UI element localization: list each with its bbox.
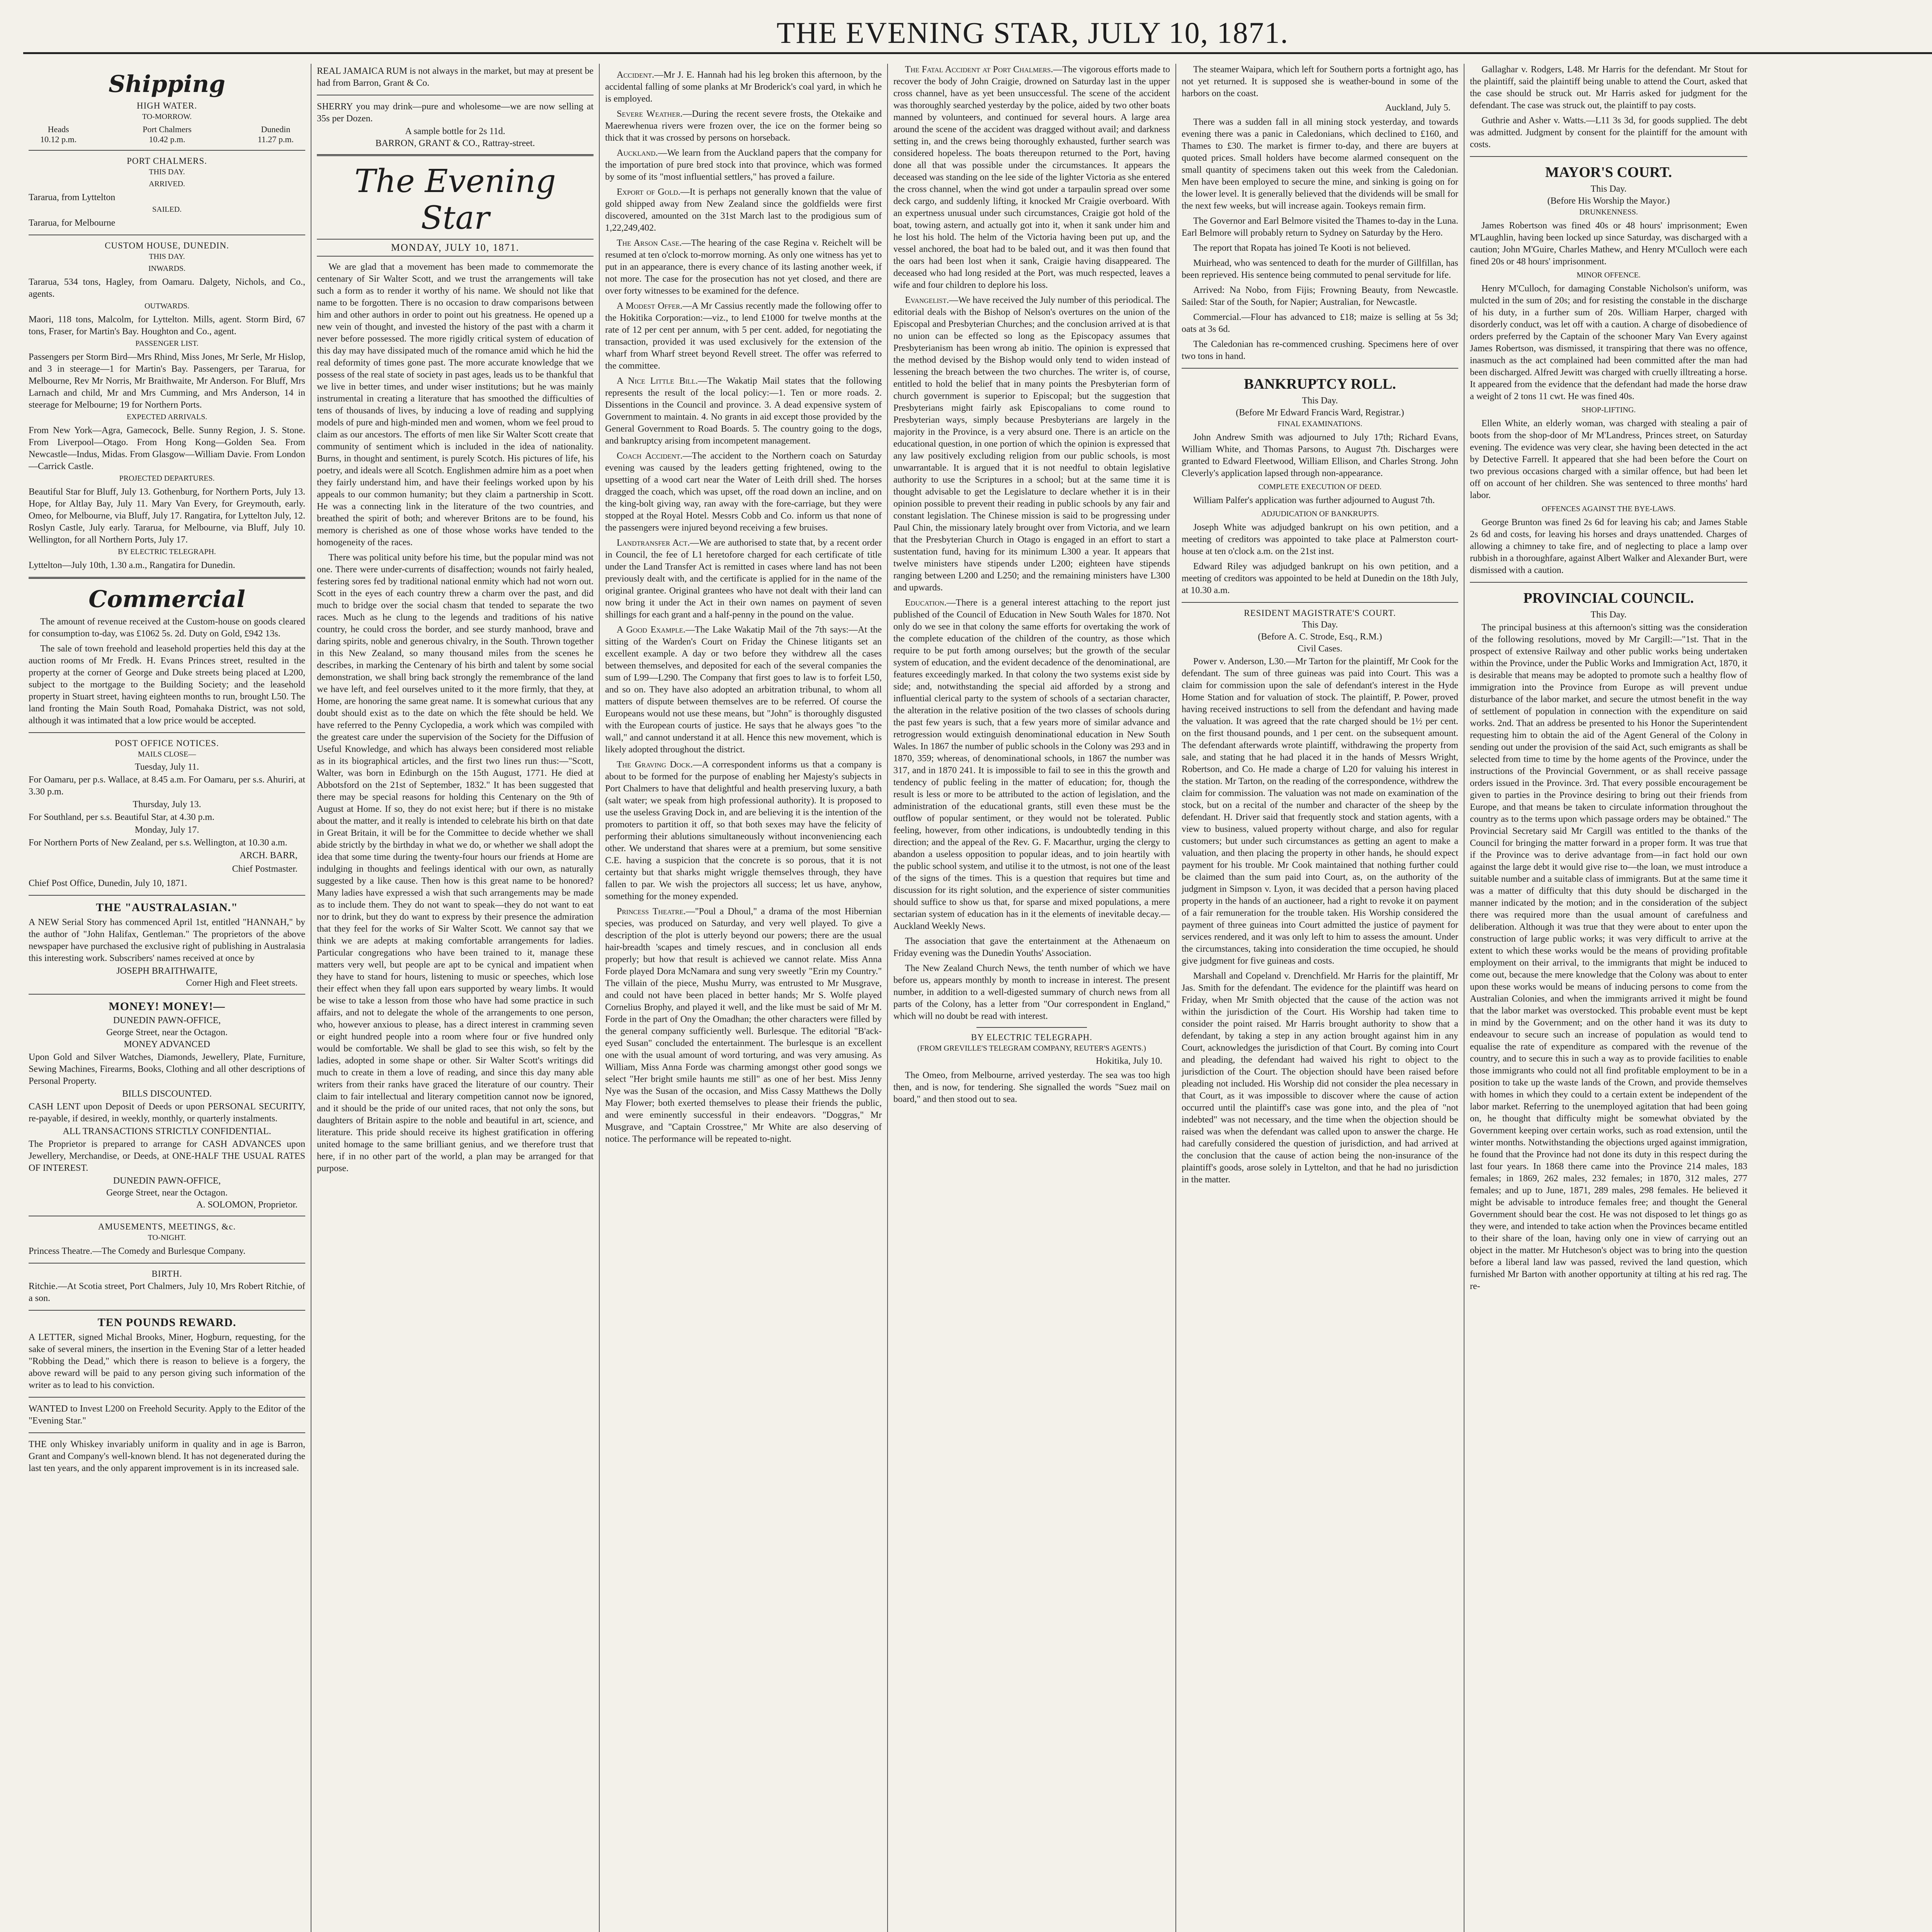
postmaster-title: Chief Postmaster. (232, 864, 298, 874)
rum-ad: REAL JAMAICA RUM is not always in the market, but may at present be had from Barron, Grant & Co. (317, 66, 594, 88)
bylaws-heading: OFFENCES AGAINST THE BYE-LAWS. (1541, 505, 1676, 513)
divider (29, 1263, 305, 1264)
mayors-court-this-day: This Day. (1590, 184, 1627, 194)
sherry-sample: A sample bottle for 2s 11d. (405, 126, 505, 136)
news-item-text: —We learn from the Auckland papers that the company for the importation of pure bred stock into that province, which was formed by some of its "most influential settlers," has proved a failure. (605, 148, 882, 182)
mail-text: For Northern Ports of New Zealand, per s.s. Wellington, at 10.30 a.m. (29, 838, 287, 848)
rm-court-before: (Before A. C. Strode, Esq., R.M.) (1258, 632, 1382, 642)
news-item-text: —It is perhaps not generally known that the value of gold shipped away from New Zealand since the goldfields were first discovered, amounted on the 31st March last to the prodigious sum of 1,22,249,402. (605, 187, 882, 233)
news-item-title: Princess Theatre. (617, 906, 686, 917)
news-item-text: —Mr J. E. Hannah had his leg broken this afternoon, by the accidental falling of some planks at Mr Broderick's coal yard, in which he is employed. (605, 70, 882, 104)
pawn-office-name-2: DUNEDIN PAWN-OFFICE, (113, 1176, 221, 1186)
news-item-text: —We have received the July number of this periodical. The editorial deals with the Bishop of Nelson's overtures on the union of the Episcopal and Presbyterian Churches; and the conclusion arrived at is that no union can be effected so long as the Episcopacy assumes that Presbyterianism has been wrong ab initio. The opinion is expressed that the method devised by the Bishop would only tend to widen instead of lessening the breach between the two churches. The writer is, of course, entitled to hold the belief that in many points the Presbyterian form of church government is superior to Episcopal; but the suggestion that Presbyterians might fairly ask Episcopalians to come round to Presbyterian ways, simply because Presbyterians are largely in the majority in the Province, is a very absurd one. There is an article on the educational question, in one portion of which the opinion is expressed that any law positively excluding religion from our public schools, is most unwarrantable. It is argued that it is not needful to obtain legislative authority to use the Scriptures in a school; but at the same time it is thought advisable to get the Legislature to declare whether it is in their opinion possible to prevent their reading in public schools by any fair and constant legislation. The Chinese mission is said to be progressing under Paul Chin, the missionary lately brought over from Victoria, and we learn that the Presbyterian Church in Otago is engaged in an effort to start a sustentation fund, having for its minimum L300 a year. It appears that twelve ministers have stipends under L200; eighteen have stipends ranging between L200 and L250; and the remaining ministers have L300 and upwards. (893, 295, 1170, 593)
money-heading: MONEY! MONEY!— (109, 1000, 225, 1013)
news-item-text: —During the recent severe frosts, the Otekaike and Maerewhenua rivers were frozen over, the ice on the former being so thick that it was crossed by persons on horseback. (605, 109, 882, 143)
mayors-court-before: (Before His Worship the Mayor.) (1547, 196, 1670, 206)
news-item-title: A Modest Offer. (617, 301, 683, 311)
money-text: Upon Gold and Silver Watches, Diamonds, Jewellery, Plate, Furniture, Sewing Machines, Firearms, Books, Clothing and all other descriptions of Personal Property. (29, 1052, 305, 1086)
news-item-text: —A correspondent informs us that a company is about to be formed for the purpose of enabling her Majesty's subjects in Port Chalmers to have that delightful and health preserving luxury, a bath (salt water; we speak from high professional authority). It is proposed to use the useless Graving Dock in, and are believing it is the intention of the promoters to partition it off, so that both sexes may have the felicity of performing their ablutions simultaneously without inconveniencing each other. We understand that shares were at a premium, but some sensitive C.E. having a suspicion that the concrete is so porous, that it is not certainty but that sharks might wriggle themselves through, they have fallen to par. We wish the projectors all success; let us have, anyhow, something for the money expended. (605, 760, 882, 901)
news-item-title: A Nice Little Bill. (617, 376, 698, 386)
news-item (605, 759, 882, 903)
divider (976, 1027, 1087, 1028)
editorial-paragraph: We are glad that a movement has been made to commemorate the centenary of Sir Walter Scott, and we trust the arrangements will take such a form as to render it worthy of his name. We should not like that name to be forgotten. There is no occasion to draw comparisons between him and other authors in order to point out his greatness. He opened up a new vein of thought, and invested the history of the past with a charm it never before possessed. The more rigidly critical system of education of this day may have dissipated much of the romance amid which he hid the real deformity of times gone past. The more accurate knowledge that we possess of the real state of society in past ages, leads us to be thankful that we live in better times, and under wiser institutions; but he was mainly instrumental in creating a literature that has smoothed the difficulties of tens of thousands of lives, by inducing a love of reading and supplying models of pure and high-minded men and women, whom we feel proud to claim as our ancestors. The efforts of men like Sir Walter Scott create that community of sentiment which is included in the idea of nationality. Burns, in thought and sentiment, is purely Scotch. His pictures of life, his poetry, and ideals were all Scotch. Englishmen admire him as a poet when they fairly understand him, and have their feelings worked upon by his appeals to our common humanity; but they claim a partnership in Scott. He was a connecting link in the literature of the two countries, and breathed the spirit of both; and wherever Britons are to be found, his memory is cherished as one of those whose works have tended to the homogeneity of the races. (317, 262, 594, 548)
provincial-council-heading: PROVINCIAL COUNCIL. (1523, 590, 1694, 606)
australasian-agent: JOSEPH BRAITHWAITE, (116, 966, 218, 976)
news-item (605, 624, 882, 756)
telegraph-news-credit: (FROM GREVILLE'S TELEGRAM COMPANY, REUTER'S AGENTS.) (917, 1044, 1146, 1053)
telegraph-paragraph: The steamer Waipara, which left for Southern ports a fortnight ago, has not yet returned. It is supposed she is weather-bound in some of the harbors on the coast. (1182, 65, 1458, 99)
provincial-this-day: This Day. (1590, 610, 1627, 620)
sailed-text: Tararua, for Melbourne (29, 218, 116, 228)
news-item-text: —The vigorous efforts made to recover the body of John Craigie, drowned on Saturday last in the upper cross channel, have as yet been unsuccessful. The scene of the accident was thoroughly searched yesterday by the police, aided by two other boats manned by volunteers, and continued for several hours. A large area around the scene of the accident was dragged without avail; and darkness setting in, and the crews being thoroughly exhausted, further search was considered hopeless. The boats thereupon returned to the Port, having done all that was possible under the circumstances. It appears the deceased was standing on the lee side of the lighter Victoria as she entered the cross channel, when the wind got under a tarpaulin spread over some deck cargo, and suddenly lifting, it knocked Mr Craigie overboard. With an expertness unusual under such circumstances, Craigie got hold of the boat, towing astern, and actually got into it, when it sank under him and he lost his hold. The helm of the Victoria having been put up, and the vessel anchored, the boat had to be baled out, and it was then found that the oars had been lost when it sank, Craigie having disappeared. The deceased who had long resided at the Port, was much respected, leaves a wife and four children to deplore his loss. (893, 65, 1170, 290)
outwards-heading: OUTWARDS. (144, 302, 190, 310)
news-item-title: Export of Gold. (617, 187, 680, 197)
sherry-firm: BARRON, GRANT & CO., Rattray-street. (375, 138, 535, 148)
column-5 (1176, 64, 1464, 1932)
news-item-title: Auckland. (617, 148, 658, 158)
birth-heading: BIRTH. (151, 1269, 182, 1279)
mail-text: For Oamaru, per p.s. Wallace, at 8.45 a.m. For Oamaru, per s.s. Ahuriri, at 3.30 p.m. (29, 775, 305, 797)
divider (1470, 156, 1747, 157)
telegraph-paragraph: Muirhead, who was sentenced to death for the murder of Gillfillan, has been reprieved. His sentence being commuted to penal servitude for life. (1182, 258, 1458, 280)
news-item-text: —"Poul a Dhoul," a drama of the most Hibernian species, was produced on Saturday, and very well played. To give a description of the plot is utterly beyond our powers; there are the usual hair-breadth 'scapes and timely rescues, and in conclusion all ends properly; but how that result is achieved we cannot relate. Miss Anna Forde played Dora McNamara and sung very sweetly "Erin my Country." The villain of the piece, Mushu Murry, was entrusted to Mr Musgrave, and could not have been placed in better hands; Mr S. Wolfe played Cornelius Brophy, and played it well, and the like must be said of Mr M. Forde in the part of Ony the Omadhan; the other characters were filled by the general company sufficiently well. Burlesque. The editorial "B'ack-eyed Susan" concluded the entertainment. The burlesque is an excellent one with the usual amount of word torturing, and was very amusing. As William, Miss Anna Forde was charming amongst other good songs we select "Her bright smile haunts me still" as one of her best. Miss Jenny Nye was the Susan of the occasion, and Miss Cassy Matthews the Dolly May Flower; both exerted themselves to please their friends the public, and were eminently successful in their endeavors. "Doggras," Mr Musgrave, and "Captain Crosstree," Mr White are also deserving of notice. The performance will be repeated to-night. (605, 906, 882, 1144)
passenger-heading: PASSENGER LIST. (135, 339, 199, 348)
news-item (893, 935, 1170, 959)
reward-text: A LETTER, signed Michal Brooks, Miner, Hogburn, requesting, for the sake of several miners, the insertion in the Evening Star of a letter headed "Robbing the Dead," which there is reason to believe is a forgery, the above reward will be paid to any person giving such information of the writer as to lead to his conviction. (29, 1332, 305, 1390)
money-proprietor: A. SOLOMON, Proprietor. (196, 1200, 298, 1210)
news-item-title: The Fatal Accident at Port Chalmers. (905, 65, 1053, 75)
provincial-report: The principal business at this afternoon's sitting was the consideration of the following resolutions, moved by Mr Cargill:—"1st. That in the prospect of extensive Railway and other public works being undertaken within the Province, under the Public Works and Immigration Act, 1870, it is desirable that means may be adopted to promote such a healthy flow of immigration into the Province from Europe as will prevent undue disturbance of the labor market, and secure the utmost benefit in the way of settlement of population in connection with the expenditure on said works. 2nd. That an address be presented to his Honor the Superintendent requesting him to obtain the aid of the Agent General of the Colony in sending out under the provision of the said Act, such emigrants as shall be selected from time to time by the home agents of the Province, under the instructions of the Provincial Government, or as shall receive passage orders issued in the Province. 3rd. That every possible encouragement be given to parties in the Province desiring to bring out their friends from Europe, and that means be taken to circulate information throughout the country as to the terms upon which passage orders may be obtained." The Provincial Secretary said Mr Cargill was entitled to the thanks of the Council for bringing the matter forward in a proper form. It was true that if the Province was to derive advantage from—in fact hold our own against the large debt it would give rise to—the loan, we must introduce a suitable number and a suitable class of immigrants. But at the same time it was a matter of difficulty that this duty should be discharged in the manner indicated by the motion; and in the consideration of the subject there was required more than the usual amount of carefulness and deliberation. Although it was true that they were about to enter upon the construction of large public works; it was very difficult to arrive at the extent to which these works would be the means of providing profitable employment on their arrival, to the immigrants that might be induced to come out, because the mere knowledge that the Colony was about to enter upon these works would be means of inducing persons to come from the Australian Colonies, and when the immigrants arrived it might be found that the labor market was overstocked. This probable event must be kept in mind by the Government; and on the other hand it was its duty to endeavour to secure such an increase of population as would tend to equalise the rate of expenditure as compared with the revenue of the country, and to secure this in such a way as to provide facilities to enable those immigrants who could not all find profitable employment to be in a position to take up the waste lands of the Crown, and provide themselves with homes in which they could to a certain extent be independent of the labor market. Referring to the unemployed agitation that had been going on, he thought that difficulty might be somewhat obviated by the Government keeping over certain works, such as road extension, until the winter months. Notwithstanding the objections urged against immigration, he found that the Province had not done its duty in this respect during the last four years. In 1868 there came into the Province 214 males, 183 females; in 1869, 262 males, 232 females; in 1870, 312 males, 277 females; and up to June, 1871, 289 males, 298 females. He believed it might be advisable to introduce females free; and thought the General Government should bear the cost. He was not disposed to let things go as they were, and intended to take action when the Provinces became entitled to their share of the loan, having only one in view of carrying out an object in the matter. Mr Hutcheson's object was to bring into the question before a liberal land law was passed, revived the land question, which furnished Mr Barton with another opportunity at tilting at his red rag. The re- (1470, 622, 1747, 1291)
adjudication-text: Joseph White was adjudged bankrupt on his own petition, and a meeting of creditors was appointed to take place at Palmerston court-house at ten o'clock a.m. on the 21st inst. (1182, 522, 1458, 556)
commercial-heading: Commercial (88, 586, 245, 613)
projected-text: Beautiful Star for Bluff, July 13. Gothenburg, for Northern Ports, July 13. Hope, for Altlay Bay, July 11. Mary Van Every, for Greymouth, early. Omeo, for Melbourne, via Bluff, July 17. Rangatira, for Lyttelton July, 12. Roslyn Castle, July early. Tararua, for Melbourne, via Bluff, July 10. Wellington, for all Northern Ports, July 17. (29, 487, 305, 545)
reward-heading: TEN POUNDS REWARD. (97, 1316, 236, 1329)
paper-nameplate: The Evening Star (354, 163, 556, 236)
news-item (605, 108, 882, 144)
telegraph-paragraph: The report that Ropata has joined Te Kooti is not believed. (1193, 243, 1411, 253)
column-6 (1464, 64, 1753, 1932)
execution-text: William Palfer's application was further adjourned to August 7th. (1193, 495, 1435, 505)
expected-heading: EXPECTED ARRIVALS. (126, 413, 207, 421)
news-item-title: Accident. (617, 70, 654, 80)
news-item-title: Severe Weather. (617, 109, 683, 119)
pawn-office-name: DUNEDIN PAWN-OFFICE, (113, 1015, 221, 1026)
minor-offence-heading: MINOR OFFENCE. (1577, 271, 1641, 279)
final-exam-heading: FINAL EXAMINATIONS. (1277, 420, 1362, 428)
telegraph-paragraph: The Omeo, from Melbourne, arrived yesterday. The sea was too high then, and is now, for tendering. She signalled the words "Suez mail on board," and then stood out to sea. (893, 1070, 1170, 1104)
customs-heading: CUSTOM HOUSE, DUNEDIN. (105, 241, 229, 250)
news-item (605, 450, 882, 534)
drunkenness-text: James Robertson was fined 40s or 48 hours' imprisonment; Ewen M'Laughlin, having been locked up since Saturday, was discharged with a caution; John M'Guire, Charles Mathew, and Henry M'Culloch were each fined 20s or 48 hours' imprisonment. (1470, 221, 1747, 267)
divider (1182, 602, 1458, 603)
inwards-text: Tararua, 534 tons, Hagley, from Oamaru. Dalgety, Nichols, and Co., agents. (29, 277, 305, 299)
shop-lifting-heading: SHOP-LIFTING. (1581, 406, 1636, 414)
rm-court-this-day: This Day. (1302, 620, 1338, 630)
money-advanced: MONEY ADVANCED (124, 1039, 210, 1049)
inwards-heading: INWARDS. (148, 264, 186, 273)
news-item-text: —The accident to the Northern coach on Saturday evening was caused by the leaders getting frightened, owing to the upsetting of a wood cart near the Water of Leith drill shed. The horses dragged the coach, which was upset, off the road down an incline, and on the king-bolt giving way, ran away with the fore-carriage, but they were stopped at the Royal Hotel. Messrs Cobb and Co. inform us that none of the passengers were injured beyond receiving a few bruises. (605, 451, 882, 533)
column-4 (888, 64, 1176, 1932)
news-item (605, 375, 882, 447)
drunkenness-heading: DRUNKENNESS. (1579, 208, 1638, 216)
telegraph-paragraph: The Governor and Earl Belmore visited the Thames to-day in the Luna. Earl Belmore will probably return to Sydney on Saturday by the Hero. (1182, 216, 1459, 238)
column-1 (23, 64, 311, 1932)
masthead: THE EVENING STAR, JULY 10, 1871. (23, 15, 1932, 54)
birth-text: Ritchie.—At Scotia street, Port Chalmers, July 10, Mrs Robert Ritchie, of a son. (29, 1281, 305, 1303)
high-water-heading: HIGH WATER. (136, 101, 197, 111)
news-item-text: —A Mr Cassius recently made the following offer to the Hokitika Corporation:—viz., to lend £1000 for twelve months at the rate of 12 per cent per annum, with 5 per cent. added, for negotiating the transaction, provided it was used exclusively for the extension of the wharf from Wharf street beyond Revell street. The offer was referred to the committee. (605, 301, 882, 371)
outwards-text: Maori, 118 tons, Malcolm, for Lyttelton. Mills, agent. Storm Bird, 67 tons, Fraser, for Martin's Bay. Houghton and Co., agent. (29, 315, 305, 337)
adjudication-heading: ADJUDICATION OF BANKRUPTS. (1261, 510, 1379, 518)
shipping-heading: Shipping (108, 71, 226, 98)
money-text-3: The Proprietor is prepared to arrange for CASH ADVANCES upon Jewellery, Merchandise, or Deeds, at ONE-HALF THE USUAL RATES OF INTEREST. (29, 1139, 305, 1173)
news-item-title: The Graving Dock. (617, 760, 693, 770)
column-3 (600, 64, 888, 1932)
editorial-paragraph: There was political unity before his time, but the popular mind was not one. There were under-currents of disaffection; wounds not fairly healed, festering sores fed by traditional national enmity which had not worn out. Scott in the eyes of each country threw a charm over the past, and did much to bridge over the social chasm that tended to separate the two races. Much as he clung to the legends and traditions of his native country, he could cross the border, and see sturdy manhood, brave and daring spirits, noble and generous chivalry, in the South. Thrown together in this New Zealand, so many thousand miles from the scenes he describes, in marking the Centenary of his birth and talent by some social demonstration, we shall bring back strongly the remembrance of the land we have left, and feel ourselves united to it the more firmly, that they, at Home, are honoring the same great name. It is somewhat curious that any doubt should exist as to the date on which the fête should be held. We have referred to the Penny Cyclopedia, a work which was compiled with the greatest care under the supervision of the Society for the Diffusion of Useful Knowledge, and which has always been considered most reliable as in its biographical articles, and the first two lines run thus:—"Scott, Walter, was born in Edinburgh on the 15th August, 1771. He died at Abbotsford on the 21st of September, 1832." It has been suggested that there may be special reasons for holding this Centenary on the 9th of August at Home. If so, they do not exist here; but if there is no mistake about the matter, and it really is intended to celebrate his birth on that date in Great Britain, it will be for the Committee to decide whether we shall abide strictly by the birthday in what we do, or whether we shall adopt the idea that some time during the twenty-four hours our friends at Home are indulging in thoughts and feelings identical with our own, as naturally suggested by a like cause. Then how is this great name to be honored? Many ladies have expressed a wish that such arrangements may be made as to include them. They do not want to speak—they do not want to eat nor to drink, but they do want to express by their presence the admiration that they feel for the works of Sir Walter Scott. We cannot say that we think we are adepts at making comfortable arrangements for ladies. Particular congregations who have been trained to it, manage these matters very well, but people are apt to be cynical and impatient when they have to stand for hours, listening to music or speeches, which lose their effect when they fall upon ears supported by weary limbs. It would be wise to take a lesson from those who have had some practice in such affairs, and not to delegate the whole of the arrangements to one person, who, however anxious to please, has a direct interest in cramming seven or eight hundred people into a room where four or five hundred only would be comfortable. We shall be glad to see this wish, so felt by the ladies, adopted in some shape or other. Sir Walter Scott's writings did much to create in them a love of reading, and since this day many able writers from their ranks have graced the literature of our country. Their claim to fair intellectual and literary competition cannot now be ignored, and it should be the pride of our united races, that not only the sons, but daughters of Britain aspire to the noble and beautiful in art, science, and literature. This pride should receive its highest gratification in offering united homage to the same brilliant genius, and we therefore trust that here, if in no other part of the world, a plan may be arranged for that purpose. (317, 553, 594, 1173)
post-office-footer: Chief Post Office, Dunedin, July 10, 1871. (29, 878, 187, 888)
rm-court-heading: RESIDENT MAGISTRATE'S COURT. (1244, 608, 1396, 618)
divider (29, 1397, 305, 1398)
news-item (605, 237, 882, 297)
news-item (893, 64, 1170, 291)
divider (29, 1432, 305, 1433)
mail-day: Monday, July 17. (134, 825, 199, 835)
divider (29, 1310, 305, 1311)
mayors-court-heading: MAYOR'S COURT. (1545, 164, 1672, 180)
news-item-text: The association that gave the entertainment at the Athenaeum on Friday evening was the Dunedin Youths' Association. (893, 936, 1170, 958)
bankruptcy-heading: BANKRUPTCY ROLL. (1244, 376, 1396, 392)
amusements-tonight: TO-NIGHT. (148, 1233, 186, 1242)
telegraph-paragraph: Commercial.—Flour has advanced to £18; maize is selling at 5s 3d; oats at 3s 6d. (1182, 312, 1458, 334)
news-item-title: A Good Example. (617, 625, 686, 635)
arrived-heading: ARRIVED. (149, 180, 185, 188)
news-item (605, 537, 882, 621)
minor-offence-text: Henry M'Culloch, for damaging Constable Nicholson's uniform, was mulcted in the sum of 20s; and for resisting the constable in the discharge of his duty, in a further sum of 20s. William Harper, charged with disorderly conduct, was let off with a caution. A charge of disobedience of orders preferred by the Captain of the schooner Mary Van Every against James Robertson, was dismissed, it transpiring that there was no offence, inasmuch as the act complained had been committed after the man had been discharged. Alfred Jewitt was charged with cruelly illtreating a horse. It appeared from the evidence that the defendant had made the horse draw a weight of 2 tons 11 cwt. He was fined 40s. (1470, 284, 1747, 401)
divider (317, 154, 594, 156)
australasian-text: A NEW Serial Story has commenced April 1st, entitled "HANNAH," by the author of "John Halifax, Gentleman." The proprietors of the above newspaper have purchased the exclusive right of publishing in Australasia this interesting work. Subscribers' names received at once by (29, 917, 305, 963)
commercial-text-1: The amount of revenue received at the Custom-house on goods cleared for consumption to-day, was £1062 5s. 2d. Duty on Gold, £942 13s. (29, 617, 305, 639)
news-item-text: —The Wakatip Mail states that the following represents the result of the local policy:—1. Ten or more roads. 2. Dissentions in the Council and province. 3. A dead expensive system of Government to maintain. 4. No grants in aid except those provided by the General Government to Road Boards. 5. The country going to the dogs, and bankruptcy arising from incompetent management. (605, 376, 882, 446)
telegraph-text: Lyttelton—July 10th, 1.30 a.m., Rangatira for Dunedin. (29, 560, 235, 570)
shop-lifting-text: Ellen White, an elderly woman, was charged with stealing a pair of boots from the shop-door of Mr M'Landress, Princes street, on Saturday evening. The evidence was very clear, she having been detected in the act by Detective Farrell. It appeared that she had been before the Court on two previous occasions charged with a similar offence, but had been let off on account of her children. She was sentenced to three months' hard labor. (1470, 418, 1747, 500)
tide-heads: Heads 10.12 p.m. (40, 124, 77, 144)
divider (1182, 368, 1458, 369)
sherry-ad: SHERRY you may drink—pure and wholesome—we are now selling at 35s per Dozen. (317, 102, 594, 124)
news-item-title: The Arson Case. (617, 238, 682, 248)
money-confidential: ALL TRANSACTIONS STRICTLY CONFIDENTIAL. (63, 1126, 271, 1136)
divider (1470, 582, 1747, 583)
news-item-text: —There is a general interest attaching to the report just published of the Council of Education in New South Wales for 1870. Not only do we see in that colony the same efforts for overtaking the work of the complete education of the children of the country, as those which require to be put forth among ourselves; but the growth of the secular system of education, and the evident decadence of the denominational, are features exceedingly marked. In that colony the two systems exist side by side; and, notwithstanding the special aid afforded by a strong and influential clerical party to the system of schools of a sectarian character, the alteration in the relative position of the two classes of schools during the past few years is such, that a few years more of similar advance and retrogression would extinguish denominational education in New South Wales. In 1867 the number of public schools in the Colony was 293 and in 1870, 359; whereas, of denominational schools, in 1867 the number was 317, and in 1870 241. It is impossible to fail to see in this the growth and tendency of public feeling in the matter of education; for, though the result is less or more to be attributed to the action of legislation, and the administration of the educational grants, still even these must be the outflow of popular sentiment, or they would not be tolerated. Public feeling, however, from other indications, is undoubtedly tending in this direction; and the appeal of the Rev. G. F. Macarthur, urging the clergy to abandon a useless opposition to popular ideas, and to join heartily with the public school system, and utilise it to the utmost, is not one of the least of the signs of the times. This is a question that requires but time and discussion for its right solution, and the experience of sister communities should suffice to show us that, for sparse and mixed populations, a mere sectarian system of education has in it the elements of inevitable decay.—Auckland Weekly News. (893, 598, 1170, 931)
news-item (893, 294, 1170, 594)
news-item-text: —The hearing of the case Regina v. Reichelt will be resumed at ten o'clock to-morrow morning. As only one witness has yet to put in an appearance, there is every chance of its lasting another week, if not more. The case for the prosecution has not yet closed, and there are over forty witnesses to be examined for the defence. (605, 238, 882, 296)
news-item (605, 186, 882, 234)
divider (29, 732, 305, 733)
mail-day: Thursday, July 13. (133, 799, 201, 810)
telegraph-paragraph: There was a sudden fall in all mining stock yesterday, and towards evening there was a panic in Caledonians, which declined to £160, and Thames to £30. The market is firmer to-day, and there are buyers at quoted prices. Small holders have become alarmed consequent on the small quantity of specimens taken out this week from the Caledonian. Men have been employed to secure the mine, and sinking is going on for the lower level. It is generally believed that the dividends will be small for the next few weeks, but will increase again. Tookeys remain firm. (1182, 117, 1458, 211)
divider (29, 577, 305, 579)
column-2 (311, 64, 600, 1932)
sailed-heading: SAILED. (152, 205, 182, 214)
tomorrow-label: TO-MORROW. (142, 112, 192, 121)
news-item (605, 906, 882, 1145)
adjudication-text-2: Edward Riley was adjudged bankrupt on his own petition, and a meeting of creditors was appointed to be held at Dunedin on the 18th July, at 10.30 a.m. (1182, 561, 1458, 595)
news-item-text: The New Zealand Church News, the tenth number of which we have before us, appears monthly by month to increase in interest. The present number, in addition to a well-digested summary of church news from all parts of the Colony, has a letter from "Our correspondent in England," which will no doubt be read with interest. (893, 963, 1170, 1021)
news-item-text: —The Lake Wakatip Mail of the 7th says:—At the sitting of the Warden's Court on Friday the Chinese litigants set an excellent example. A day or two before they withdrew all the cases between themselves, and deposited for each of the several companies the sum of L99—L290. The Company that first goes to law is to forfeit L50, and so on. They have also adopted an arbitration tribunal, to whom all matters of dispute between themselves are to be referred. Of course the Europeans would not use these means, but "John" is thoroughly disgusted with the European courts of justice. He says that he always goes "to the wall," and cannot understand it at all. Hence this new movement, which is likely adopted throughout the district. (605, 625, 882, 755)
news-item-title: Landtransfer Act. (617, 538, 690, 548)
whiskey-ad: THE only Whiskey invariably uniform in quality and in age is Barron, Grant and Company's well-known blend. It has not degenerated during the last ten years, and the only apparent improvement is in its increased sale. (29, 1439, 305, 1473)
commercial-text-2: The sale of town freehold and leasehold properties held this day at the auction rooms of Mr Fredk. H. Evans Princes street, resulted in the property at the corner of George and Duke streets being placed at L200, subject to the mortgage to the Building Society; and the leasehold property in Stuart street, having eighteen months to run, brought L50. The land fronting the Main South Road, Pomahaka District, was not sold, although it was intimated that a low price would be accepted. (29, 644, 305, 726)
bankruptcy-this-day: This Day. (1302, 396, 1338, 406)
amusements-text: Princess Theatre.—The Comedy and Burlesque Company. (29, 1246, 246, 1256)
news-item-title: Education. (905, 598, 947, 608)
telegraph-dateline: Hokitika, July 10. (1096, 1056, 1162, 1066)
bylaws-text: George Brunton was fined 2s 6d for leaving his cab; and James Stable 2s 6d and costs, for leaving his horses and drays unattended. Charges of allowing a chimney to take fire, and of neglecting to place a lamp over rubbish in a thoroughfare, against Albert Walker and Alexander Burt, were dismissed with a caution. (1470, 517, 1747, 575)
civil-cases-heading: Civil Cases. (1297, 644, 1342, 654)
news-item-title: Coach Accident. (617, 451, 683, 461)
divider (29, 150, 305, 151)
tide-dunedin: Dunedin 11.27 p.m. (257, 124, 294, 144)
mail-day: Tuesday, July 11. (134, 762, 199, 772)
port-chalmers-heading: PORT CHALMERS. (127, 156, 207, 166)
court-case: Gallaghar v. Rodgers, L48. Mr Harris for the defendant. Mr Stout for the plaintiff, said the plaintiff being unable to attend the Court, asked that the case should be struck out. Mr Harris asked for judgment for the defendant. The case was struck out, the plaintiff to pay costs. (1470, 65, 1747, 111)
telegraph-news-heading: BY ELECTRIC TELEGRAPH. (971, 1032, 1092, 1042)
post-office-heading: POST OFFICE NOTICES. (115, 738, 219, 748)
telegraph-heading: BY ELECTRIC TELEGRAPH. (118, 548, 216, 556)
bankruptcy-before: (Before Mr Edward Francis Ward, Registrar.) (1236, 408, 1404, 418)
divider (29, 994, 305, 995)
money-text-2: CASH LENT upon Deposit of Deeds or upon PERSONAL SECURITY, re-payable, if desired, in weekly, monthly, or quarterly instalments. (29, 1102, 305, 1124)
newspaper-columns (23, 64, 1932, 1932)
tide-port-chalmers: Port Chalmers 10.42 p.m. (143, 124, 192, 144)
wanted-ad: WANTED to Invest L200 on Freehold Security. Apply to the Editor of the "Evening Star." (29, 1404, 305, 1426)
news-item-title: Evangelist. (905, 295, 949, 305)
pawn-office-street: George Street, near the Octagon. (106, 1027, 228, 1037)
telegraph-dateline: Auckland, July 5. (1385, 103, 1451, 113)
news-item-text: —We are authorised to state that, by a recent order in Council, the fee of L1 heretofore charged for each certificate of title under the Land Transfer Act is remitted in cases where land has not been previously dealt with, and the certificate is applied for in the name of the original grantee. Original grantees who have not dealt with their land can now bring it under the Act in their own names on payment of seven shillings for each grant and a half-penny in the pound on the value. (605, 538, 882, 620)
australasian-heading: THE "AUSTRALASIAN." (96, 901, 238, 914)
passenger-text: Passengers per Storm Bird—Mrs Rhind, Miss Jones, Mr Serle, Mr Hislop, and 3 in steerage—1 for Martin's Bay. Passengers, per Tararua, for Melbourne, Rev Mr Norris, Mr Braithwaite, Mr Anderson. For Bluff, Mrs Larnach and child, Mr and Mrs Cumming, and Mrs Anderson, 14 in steerage for Melbourne; 19 for Northern Ports. (29, 352, 305, 410)
bills-discounted: BILLS DISCOUNTED. (122, 1089, 212, 1099)
court-case: Marshall and Copeland v. Drenchfield. Mr Harris for the plaintiff, Mr Jas. Smith for the defendant. The evidence for the plaintiff was heard on Friday, when Mr Smith objected that the cause of the action was not within the jurisdiction of the Court. His Worship had taken time to consider the point raised. Mr Harris brought authority to show that a defendant, by taking a step in any action brought against him in any Court, acknowledges the jurisdiction of that Court. By coming into Court and pleading, the defendant had waived his right to object to the jurisdiction of the Court. The objection should have been raised before pleading not included. His Worship did not consider the plea necessary in that Court, as it was impossible to discover where the cause of action occurred until the plaintiff's case was gone into, and the plea of "not indebted" was not necessary, and the time when the objection should be raised was when the defendant was called upon to answer the charge. He had carefully considered the question of jurisdiction, and had arrived at the conclusion that the cause of action being the non-insurance of the plaintiff's goods, arose solely in Lyttelton, and that he had no jurisdiction in the matter. (1182, 971, 1458, 1185)
amusements-heading: AMUSEMENTS, MEETINGS, &c. (98, 1222, 236, 1231)
final-exam-text: John Andrew Smith was adjourned to July 17th; Richard Evans, William White, and Thomas Parsons, to August 7th. Discharges were granted to Edward Fleetwood, William Ellison, and Charles Strong. John Cleverly's application lapsed through non-appearance. (1182, 432, 1458, 478)
projected-heading: PROJECTED DEPARTURES. (119, 474, 215, 483)
news-item (605, 147, 882, 183)
execution-heading: COMPLETE EXECUTION OF DEED. (1258, 483, 1382, 491)
pawn-office-street-2: George Street, near the Octagon. (106, 1188, 228, 1198)
court-case: Power v. Anderson, L30.—Mr Tarton for the plaintiff, Mr Cook for the defendant. The sum of three guineas was paid into Court. This was a claim for commission upon the sale of defendant's interest in the Hyde Home Station and for valuation of stock. The plaintiff, P. Power, proved having received instructions to sell from the defendant and having made the valuation. It was agreed that the rate charged should be 1½ per cent. on the first thousand pounds, and 1 per cent. on the subsequent amount. The defendant afterwards wrote plaintiff, withdrawing the property from sale, and stating that he had placed it in the hands of Messrs Wright, Robertson, and Co. He made a charge of L20 for valuing his interest in the station. Mr Tarton, on the reading of the correspondence, withdrew the claim for commission. The valuation was not made on examination of the stock, but on a recital of the number and character of the sheep by the defendant. H. Driver said that frequently stock and station agents, with a view to business, valued property without charge, and also for regular customers; but under such circumstances as getting an agent to make a valuation, and then placing the property in other hands, he should expect payment for his trouble. Mr Cook maintained that nothing further could be claimed than the sum paid into Court, as, on the authority of the judgment in Simpson v. Lyon, it was decided that a person having placed property in the hands of an auctioneer, had a right to revoke it on payment of a fair remuneration for the trouble taken. His Worship considered the payment of three guineas into Court admitted the justice of payment for services rendered, and it was only left to him to assess the amount. Under the circumstances, taking into consideration the time occupied, he should give judgment for five guineas and costs. (1182, 656, 1458, 966)
australasian-address: Corner High and Fleet streets. (186, 978, 298, 988)
divider (29, 895, 305, 896)
arrived-text: Tararua, from Lyttelton (29, 192, 116, 202)
editorial-dateline: MONDAY, JULY 10, 1871. (317, 239, 594, 257)
tide-table (29, 124, 305, 145)
expected-text: From New York—Agra, Gamecock, Belle. Sunny Region, J. S. Stone. From Liverpool—Otago. From Hong Kong—Golden Sea. From Newcastle—Indus, Midas. From Glasgow—William Davie. From London—Carrick Castle. (29, 425, 305, 471)
mail-text: For Southland, per s.s. Beautiful Star, at 4.30 p.m. (29, 812, 214, 822)
news-item (605, 300, 882, 372)
mails-close-label: MAILS CLOSE— (138, 750, 196, 759)
port-this-day: THIS DAY. (149, 168, 185, 176)
telegraph-paragraph: The Caledonian has re-commenced crushing. Specimens here of over two tons in hand. (1182, 339, 1458, 361)
telegraph-paragraph: Arrived: Na Nobo, from Fijis; Frowning Beauty, from Newcastle. Sailed: Star of the South, for Napier; Australian, for Newcastle. (1182, 285, 1458, 307)
news-item (893, 597, 1170, 932)
news-item (605, 69, 882, 105)
postmaster-name: ARCH. BARR, (239, 850, 298, 861)
customs-this-day: THIS DAY. (149, 252, 185, 261)
news-item (893, 963, 1170, 1022)
court-case: Guthrie and Asher v. Watts.—L11 3s 3d, for goods supplied. The debt was admitted. Judgment by consent for the plaintiff for the amount with costs. (1470, 116, 1747, 150)
